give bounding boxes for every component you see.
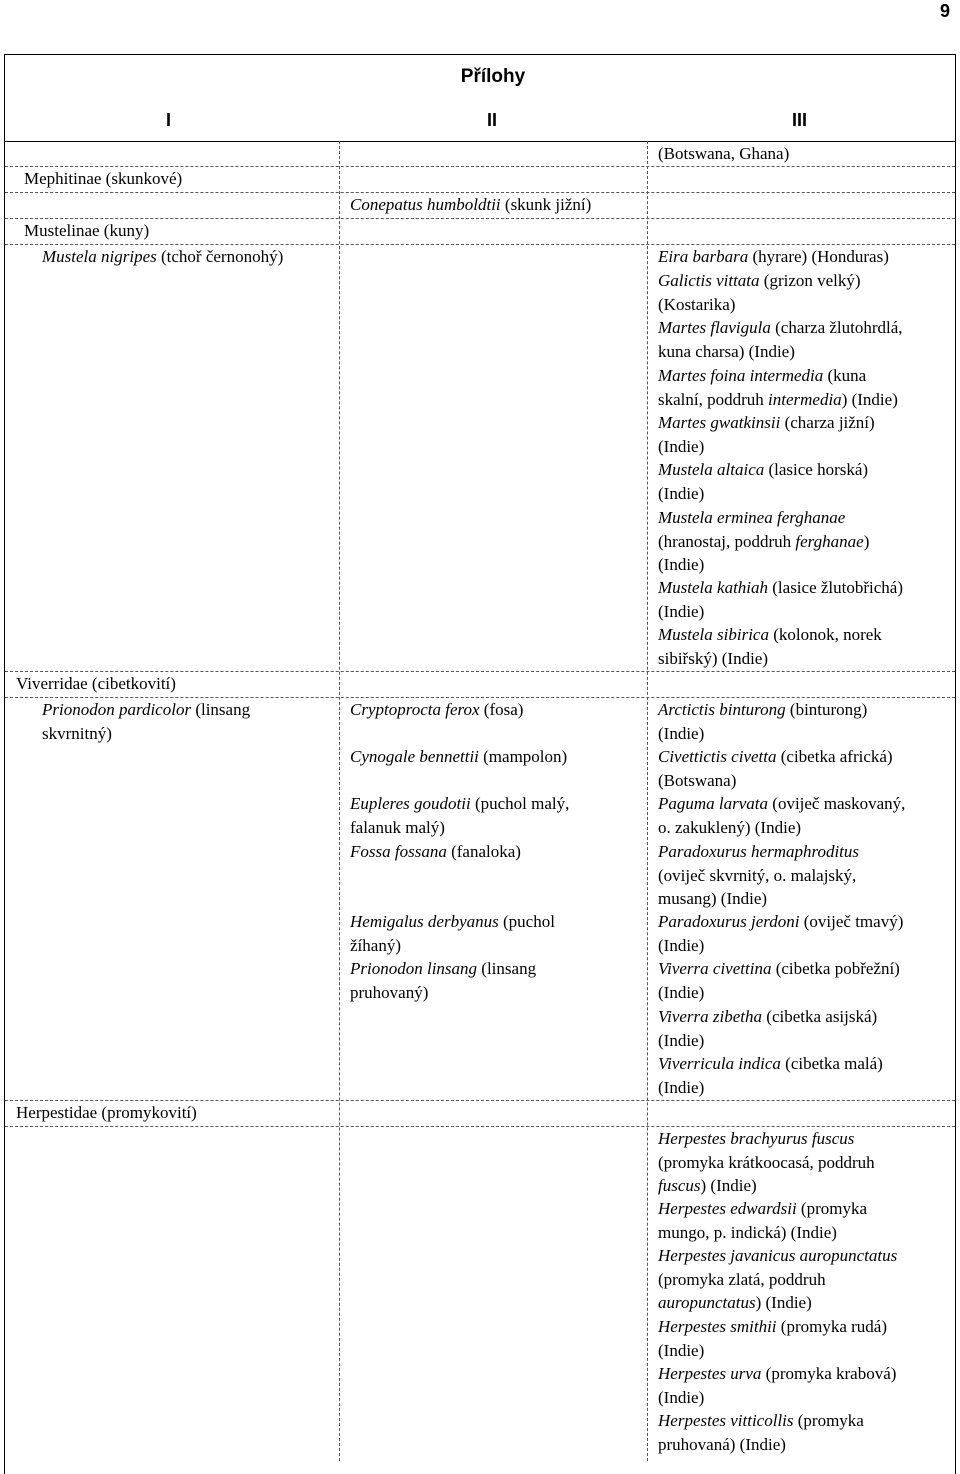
species-mustela-erminea: Mustela erminea ferghanae (hranostaj, poddruh ferghanae) (Indie) xyxy=(658,508,870,574)
species-martes-foina: Martes foina intermedia (kuna skalní, poddruh intermedia) (Indie) xyxy=(658,366,898,409)
column-header-i: I xyxy=(166,110,172,130)
family-viverridae: Viverridae (cibetkovití) xyxy=(16,674,176,693)
species-eira: Eira barbara (hyrare) (Honduras) xyxy=(658,247,889,266)
species-conepatus: Conepatus humboldtii (skunk jižní) xyxy=(350,195,592,214)
species-mustela-nigripes: Mustela nigripes (tchoř černonohý) xyxy=(42,247,284,266)
family-mephitinae: Mephitinae (skunkové) xyxy=(24,169,183,188)
species-mustela-sibirica: Mustela sibirica (kolonok, norek sibiřský) (Indie) xyxy=(658,625,882,668)
species-viverra-zibetha: Viverra zibetha (cibetka asijská) (Indie) xyxy=(658,1007,878,1050)
column-divider xyxy=(339,141,340,1461)
species-mustela-kathiah: Mustela kathiah (lasice žlutobřichá) (Indie) xyxy=(658,578,904,621)
species-herpestes-brachyurus: Herpestes brachyurus fuscus (promyka krátkoocasá, poddruh fuscus) (Indie) xyxy=(658,1129,875,1195)
species-galictis: Galictis vittata (grizon velký) (Kostarika) xyxy=(658,271,861,314)
page-number: 9 xyxy=(939,1,950,21)
family-herpestidae: Herpestidae (promykovití) xyxy=(16,1103,197,1122)
species-martes-flavigula: Martes flavigula (charza žlutohrdlá, kuna charsa) (Indie) xyxy=(658,318,903,361)
header-rule xyxy=(5,141,955,142)
species-herpestes-smithii: Herpestes smithii (promyka rudá) (Indie) xyxy=(658,1317,887,1360)
species-prionodon-pardicolor: Prionodon pardicolor (linsang skvrnitný) xyxy=(42,700,251,743)
species-fossa: Fossa fossana (fanaloka) xyxy=(350,842,521,861)
species-herpestes-urva: Herpestes urva (promyka krabová) (Indie) xyxy=(658,1364,897,1407)
column-header-ii: II xyxy=(487,110,498,130)
species-prionodon-linsang: Prionodon linsang (linsang pruhovaný) xyxy=(350,959,537,1002)
species-viverricula: Viverricula indica (cibetka malá) (Indie) xyxy=(658,1054,883,1097)
species-civettictis: Civettictis civetta (cibetka africká) (Botswana) xyxy=(658,747,893,790)
species-herpestes-javanicus: Herpestes javanicus auropunctatus (promyka zlatá, poddruh auropunctatus) (Indie) xyxy=(658,1246,898,1312)
page-title: Přílohy xyxy=(460,66,526,87)
species-paguma: Paguma larvata (oviječ maskovaný, o. zakuklený) (Indie) xyxy=(658,794,906,837)
species-viverra-civettina: Viverra civettina (cibetka pobřežní) (Indie) xyxy=(658,959,900,1002)
species-paradoxurus-hermaphroditus: Paradoxurus hermaphroditus (oviječ skvrnitý, o. malajský, musang) (Indie) xyxy=(658,842,860,908)
species-cynogale: Cynogale bennettii (mampolon) xyxy=(350,747,568,766)
column-divider xyxy=(647,141,648,1461)
species-paradoxurus-jerdoni: Paradoxurus jerdoni (oviječ tmavý) (Indie) xyxy=(658,912,904,955)
species-martes-gwatkinsii: Martes gwatkinsii (charza jižní) (Indie) xyxy=(658,413,875,456)
family-mustelinae: Mustelinae (kuny) xyxy=(24,221,150,240)
species-herpestes-edwardsii: Herpestes edwardsii (promyka mungo, p. indická) (Indie) xyxy=(658,1199,868,1242)
species-arctictis: Arctictis binturong (binturong) (Indie) xyxy=(658,700,868,743)
species-mustela-altaica: Mustela altaica (lasice horská) (Indie) xyxy=(658,460,869,503)
locality-botswana-ghana: (Botswana, Ghana) xyxy=(658,144,790,163)
species-eupleres: Eupleres goudotii (puchol malý, falanuk malý) xyxy=(350,794,570,837)
species-herpestes-vitticollis: Herpestes vitticollis (promyka pruhovaná) (Indie) xyxy=(658,1411,864,1454)
species-cryptoprocta: Cryptoprocta ferox (fosa) xyxy=(350,700,524,719)
species-hemigalus: Hemigalus derbyanus (puchol žíhaný) xyxy=(350,912,555,955)
column-header-iii: III xyxy=(792,110,808,130)
